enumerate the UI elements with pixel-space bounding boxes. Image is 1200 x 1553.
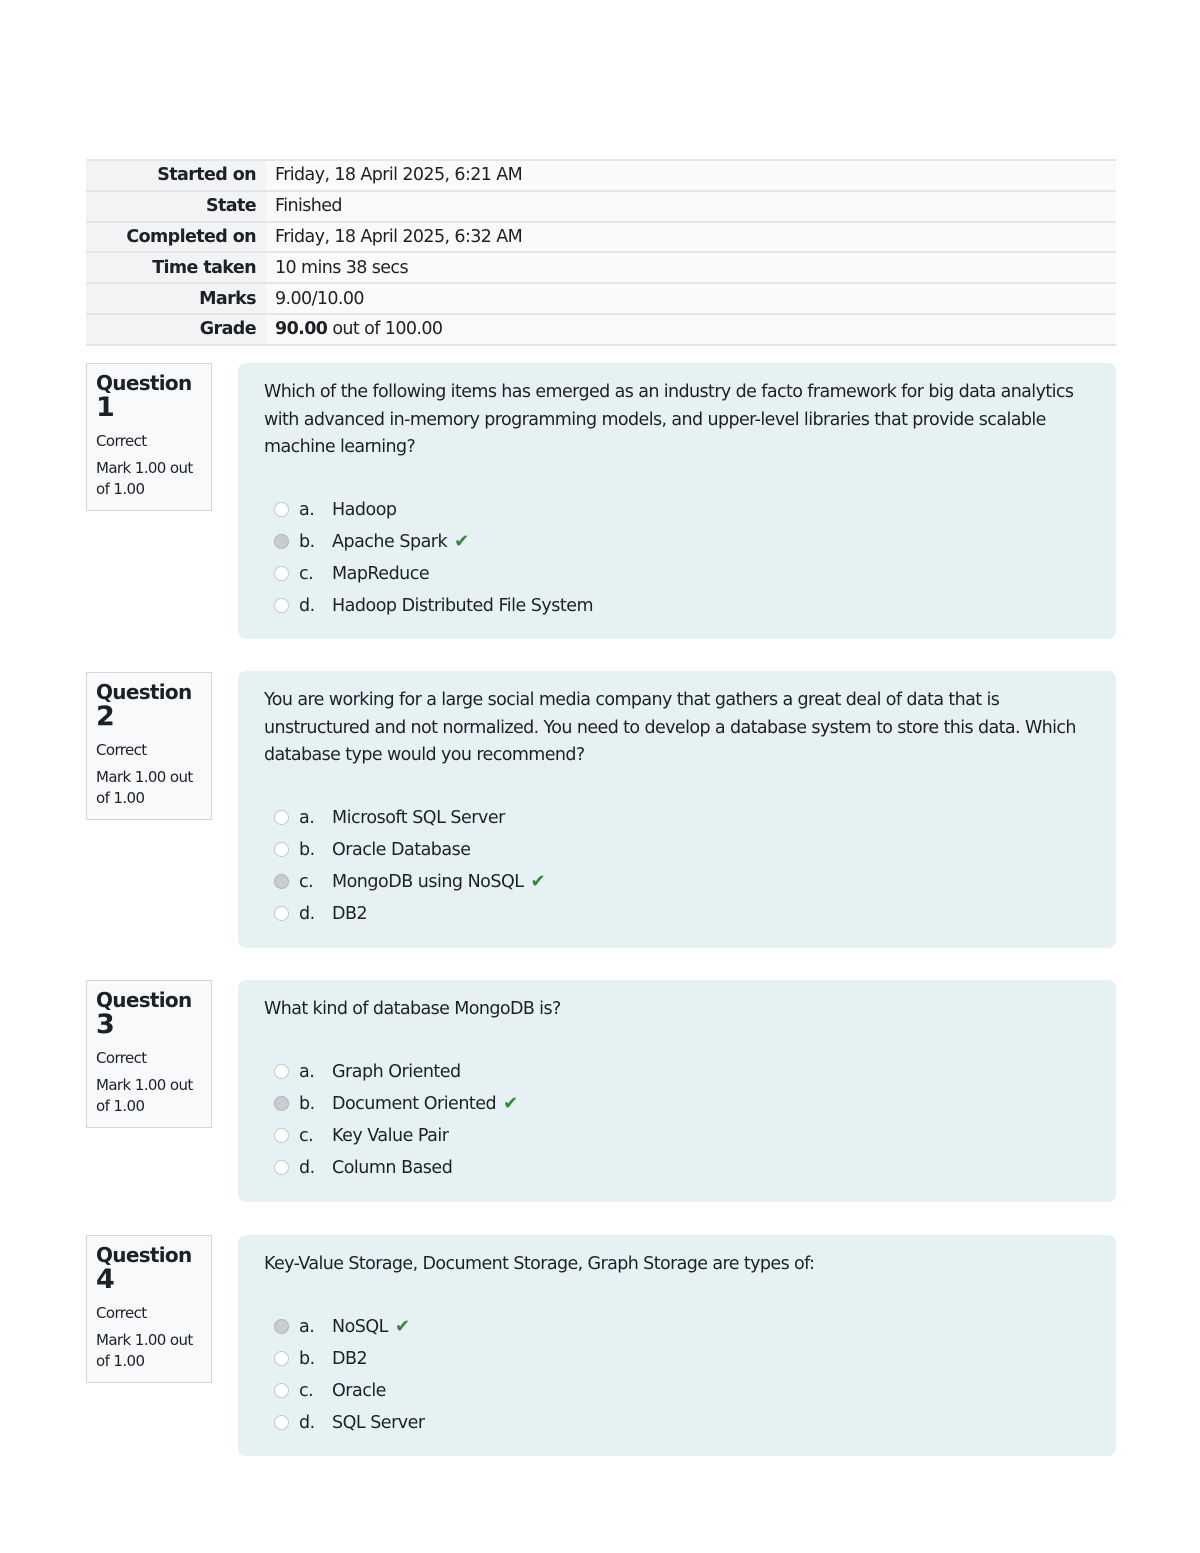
summary-row-completed — [86, 222, 1116, 253]
summary-row-started — [86, 160, 1116, 191]
answer-letter: b. — [299, 1348, 315, 1369]
summary-value: 10 mins 38 secs — [266, 252, 1116, 283]
answer-letter: d. — [299, 595, 315, 616]
answer-letter: b. — [299, 1093, 315, 1114]
summary-label: Grade — [86, 314, 266, 345]
answer-letter: c. — [299, 1125, 314, 1146]
question-state: Correct — [96, 1049, 147, 1067]
answer-letter: d. — [299, 1412, 315, 1433]
attempt-summary-table — [86, 159, 1116, 346]
answer-text: Oracle — [332, 1380, 386, 1401]
answer-letter: c. — [299, 1380, 314, 1401]
answer-option[interactable] — [264, 1120, 1096, 1152]
question-info-3 — [86, 980, 212, 1128]
summary-row-state — [86, 191, 1116, 222]
answer-text: Hadoop Distributed File System — [332, 595, 594, 616]
answer-option[interactable] — [264, 558, 1096, 590]
answer-text: DB2 — [332, 1348, 368, 1369]
question-text: Key-Value Storage, Document Storage, Graph Storage are types of: — [264, 1254, 815, 1274]
check-icon: ✔ — [454, 531, 469, 552]
grade-score: 90.00 — [275, 319, 328, 340]
summary-label: Time taken — [86, 252, 266, 283]
answer-letter: b. — [299, 839, 315, 860]
question-label: Question — [96, 988, 192, 1012]
summary-row-marks — [86, 283, 1116, 314]
answer-option[interactable] — [264, 1375, 1096, 1407]
answer-text: Apache Spark — [332, 531, 448, 552]
summary-row-time-taken — [86, 252, 1116, 283]
question-mark: Mark 1.00 out of 1.00 — [96, 459, 193, 498]
radio-button[interactable] — [274, 566, 289, 581]
radio-button-selected[interactable] — [274, 534, 289, 549]
answer-letter: a. — [299, 1061, 315, 1082]
question-state: Correct — [96, 741, 147, 759]
question-label: Question — [96, 1243, 192, 1267]
question-label: Question — [96, 371, 192, 395]
question-text: You are working for a large social media company that gathers a great deal of data that is unstructured and not normalized. You need to develop a database system to store this data. Which database type would you recommend? — [264, 690, 1076, 765]
answer-letter: c. — [299, 871, 314, 892]
answer-option[interactable] — [264, 526, 1096, 558]
answer-letter: a. — [299, 499, 315, 520]
answer-option[interactable] — [264, 834, 1096, 866]
answer-option[interactable] — [264, 1056, 1096, 1088]
question-text: What kind of database MongoDB is? — [264, 999, 561, 1019]
summary-value — [266, 314, 1116, 345]
question-content-3 — [238, 980, 1116, 1202]
question-mark: Mark 1.00 out of 1.00 — [96, 1076, 193, 1115]
summary-label: Started on — [86, 160, 266, 191]
radio-button[interactable] — [274, 842, 289, 857]
check-icon: ✔ — [503, 1093, 518, 1114]
question-content-2 — [238, 671, 1116, 948]
answer-letter: a. — [299, 1316, 315, 1337]
radio-button[interactable] — [274, 1415, 289, 1430]
answer-text: Column Based — [332, 1157, 453, 1178]
radio-button[interactable] — [274, 1383, 289, 1398]
check-icon: ✔ — [530, 871, 546, 892]
answer-letter: b. — [299, 531, 315, 552]
answer-option[interactable] — [264, 1088, 1096, 1120]
summary-value: Finished — [266, 191, 1116, 222]
answer-option[interactable] — [264, 802, 1096, 834]
answer-option[interactable] — [264, 866, 1096, 898]
answer-text: Key Value Pair — [332, 1125, 449, 1146]
answer-list — [264, 802, 1096, 930]
answer-list — [264, 494, 1096, 622]
answer-option[interactable] — [264, 898, 1096, 930]
answer-text: MapReduce — [332, 563, 430, 584]
answer-text: SQL Server — [332, 1412, 425, 1433]
answer-option[interactable] — [264, 1152, 1096, 1184]
question-mark: Mark 1.00 out of 1.00 — [96, 768, 193, 807]
answer-text: Document Oriented — [332, 1093, 497, 1114]
question-number: 2 — [96, 701, 115, 732]
summary-value: Friday, 18 April 2025, 6:32 AM — [266, 222, 1116, 253]
answer-option[interactable] — [264, 1407, 1096, 1439]
radio-button-selected[interactable] — [274, 874, 289, 889]
question-number: 3 — [96, 1009, 115, 1040]
radio-button[interactable] — [274, 906, 289, 921]
answer-text: Hadoop — [332, 499, 397, 520]
radio-button[interactable] — [274, 810, 289, 825]
answer-option[interactable] — [264, 1311, 1096, 1343]
answer-option[interactable] — [264, 494, 1096, 526]
summary-label: Marks — [86, 283, 266, 314]
question-content-1 — [238, 363, 1116, 639]
radio-button[interactable] — [274, 1064, 289, 1079]
question-number: 4 — [96, 1264, 115, 1295]
answer-text: MongoDB using NoSQL — [332, 871, 524, 892]
radio-button-selected[interactable] — [274, 1096, 289, 1111]
answer-list — [264, 1311, 1096, 1439]
answer-text: NoSQL — [332, 1316, 388, 1337]
summary-label: State — [86, 191, 266, 222]
answer-option[interactable] — [264, 1343, 1096, 1375]
question-state: Correct — [96, 432, 147, 450]
answer-letter: a. — [299, 807, 315, 828]
question-info-2 — [86, 672, 212, 820]
summary-row-grade — [86, 314, 1116, 345]
answer-text: Graph Oriented — [332, 1061, 461, 1082]
radio-button[interactable] — [274, 502, 289, 517]
summary-value: Friday, 18 April 2025, 6:21 AM — [266, 160, 1116, 191]
question-info-1 — [86, 363, 212, 511]
question-number: 1 — [96, 392, 115, 423]
answer-letter: d. — [299, 903, 315, 924]
answer-option[interactable] — [264, 590, 1096, 622]
question-content-4 — [238, 1235, 1116, 1456]
answer-text: DB2 — [332, 903, 368, 924]
answer-list — [264, 1056, 1096, 1184]
question-text: Which of the following items has emerged as an industry de facto framework for big data analytics with advanced in-memory programming models, and upper-level libraries that provide scalable machine learning? — [264, 382, 1074, 457]
radio-button[interactable] — [274, 1351, 289, 1366]
radio-button[interactable] — [274, 1128, 289, 1143]
check-icon: ✔ — [394, 1316, 410, 1337]
question-state: Correct — [96, 1304, 147, 1322]
answer-letter: d. — [299, 1157, 315, 1178]
grade-out-of: out of 100.00 — [332, 319, 443, 340]
summary-label: Completed on — [86, 222, 266, 253]
answer-text: Microsoft SQL Server — [332, 807, 505, 828]
radio-button[interactable] — [274, 598, 289, 613]
question-mark: Mark 1.00 out of 1.00 — [96, 1331, 193, 1370]
question-info-4 — [86, 1235, 212, 1383]
radio-button-selected[interactable] — [274, 1319, 289, 1334]
radio-button[interactable] — [274, 1160, 289, 1175]
answer-letter: c. — [299, 563, 314, 584]
question-label: Question — [96, 680, 192, 704]
answer-text: Oracle Database — [332, 839, 471, 860]
summary-value: 9.00/10.00 — [266, 283, 1116, 314]
